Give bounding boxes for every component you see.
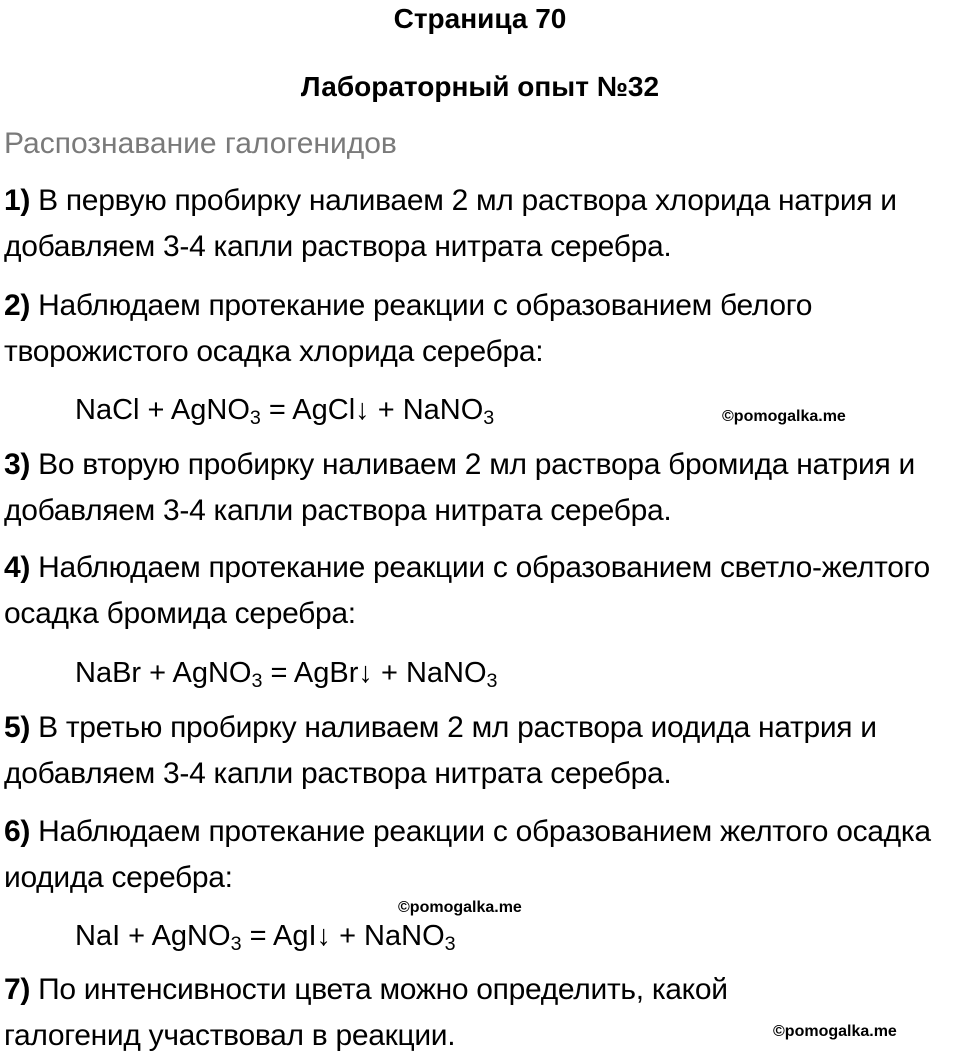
step-number: 6) [4, 815, 31, 848]
formula-subscript: 3 [251, 669, 263, 692]
step-number: 2) [4, 289, 31, 322]
watermark: ©pomogalka.me [773, 1023, 897, 1040]
step-5 [4, 705, 954, 797]
formula-part: NaI + AgNO [75, 920, 231, 952]
formula-subscript: 3 [486, 669, 498, 692]
formula-nai [75, 918, 456, 954]
step-number: 7) [4, 973, 31, 1006]
formula-nacl [75, 392, 494, 428]
step-text: Наблюдаем протекание реакции с образованием светло-желтого осадка бромида серебра: [4, 551, 930, 630]
formula-part: NaBr + AgNO [75, 657, 252, 689]
formula-subscript: 3 [483, 406, 495, 429]
formula-nabr [75, 655, 497, 691]
page-title: Страница 70 [393, 3, 567, 34]
formula-subscript: 3 [444, 932, 456, 955]
experiment-title: Лабораторный опыт №32 [300, 71, 660, 102]
watermark: ©pomogalka.me [398, 899, 522, 916]
formula-part: = AgCl↓ + NaNO [260, 394, 484, 426]
step-4 [4, 545, 954, 637]
formula-part: = AgBr↓ + NaNO [262, 657, 487, 689]
step-number: 4) [4, 551, 31, 584]
formula-part: = AgI↓ + NaNO [241, 920, 445, 952]
step-number: 5) [4, 711, 31, 744]
step-7 [4, 967, 824, 1059]
step-text: По интенсивности цвета можно определить, какой галогенид участвовал в реакции. [4, 973, 728, 1052]
step-number: 1) [4, 184, 31, 217]
step-text: В третью пробирку наливаем 2 мл раствора иодида натрия и добавляем 3-4 капли раствора нитрата серебра. [4, 711, 877, 790]
step-3 [4, 442, 954, 534]
formula-part: NaCl + AgNO [75, 394, 250, 426]
step-1 [4, 178, 954, 270]
step-text: В первую пробирку наливаем 2 мл раствора хлорида натрия и добавляем 3-4 капли раствора нитрата серебра. [4, 184, 897, 263]
formula-subscript: 3 [249, 406, 261, 429]
step-number: 3) [4, 448, 31, 481]
step-6 [4, 809, 954, 901]
formula-subscript: 3 [230, 932, 242, 955]
watermark: ©pomogalka.me [722, 408, 846, 425]
subtitle: Распознавание галогенидов [4, 127, 397, 160]
step-2 [4, 283, 954, 375]
step-text: Во вторую пробирку наливаем 2 мл раствора бромида натрия и добавляем 3-4 капли раствора нитрата серебра. [4, 448, 915, 527]
step-text: Наблюдаем протекание реакции с образованием белого творожистого осадка хлорида серебра: [4, 289, 813, 368]
step-text: Наблюдаем протекание реакции с образованием желтого осадка иодида серебра: [4, 815, 931, 894]
